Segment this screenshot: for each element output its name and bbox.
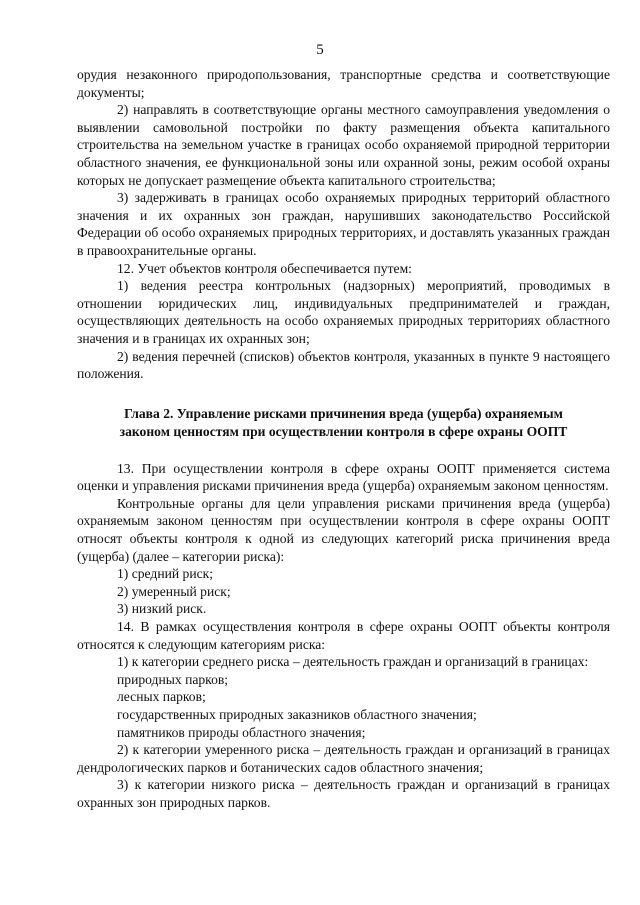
- section-part1: [77, 66, 610, 383]
- paragraph: 13. При осуществлении контроля в сфере охраны ООПТ применяется система оценки и управления рисками причинения вреда (ущерба) охраняемым законом ценностям.: [77, 460, 610, 494]
- section-part2: [77, 460, 610, 812]
- paragraph: 12. Учет объектов контроля обеспечивается путем:: [117, 260, 412, 276]
- paragraph: 14. В рамках осуществления контроля в сфере охраны ООПТ объекты контроля относятся к следующим категориям риска:: [77, 619, 610, 652]
- list-item: природных парков;: [117, 671, 229, 687]
- paragraph: Контрольные органы для цели управления рисками причинения вреда (ущерба) охраняемым законом ценностям при осуществлении контроля в сфере охраны ООПТ относят объекты контроля к одной из следующих категорий риска причинения вреда (ущерба) (далее – категории риска):: [77, 495, 610, 564]
- chapter-heading-line: Глава 2. Управление рисками причинения вреда (ущерба) охраняемым: [124, 405, 563, 421]
- chapter-heading: [77, 405, 610, 441]
- paragraph: 1) к категории среднего риска – деятельность граждан и организаций в границах:: [117, 654, 589, 670]
- list-item: 3) низкий риск.: [117, 601, 207, 617]
- list-item: 2) умеренный риск;: [117, 583, 231, 599]
- paragraph: орудия незаконного природопользования, транспортные средства и соответствующие документы;: [77, 67, 610, 100]
- paragraph: 2) ведения перечней (списков) объектов контроля, указанных в пункте 9 настоящего положения.: [77, 348, 610, 382]
- list-item: 1) средний риск;: [117, 566, 214, 582]
- document-body: [77, 66, 610, 812]
- paragraph: 2) направлять в соответствующие органы местного самоуправления уведомления о выявлении самовольной постройки по факту размещения объекта капитального строительства на земельном участке в границах особо охраняемой природной территории областного значения, ее функциональной зоны или охранной зоны, режим особой охраны которых не допускает размещение объекта капитального строительства;: [77, 102, 610, 188]
- list-item: государственных природных заказников областного значения;: [117, 707, 477, 722]
- list-item: памятников природы областного значения;: [117, 724, 366, 740]
- chapter-heading-line: законом ценностям при осуществлении контроля в сфере охраны ООПТ: [119, 423, 568, 439]
- list-item: лесных парков;: [117, 689, 206, 705]
- paragraph: 3) к категории низкого риска – деятельность граждан и организаций в границах охранных зон природных парков.: [77, 777, 610, 810]
- paragraph: 2) к категории умеренного риска – деятельность граждан и организаций в границах дендрологических парков и ботанических садов областного значения;: [77, 742, 610, 775]
- page-number: 5: [316, 42, 324, 58]
- paragraph: 1) ведения реестра контрольных (надзорных) мероприятий, проводимых в отношении юридических лиц, индивидуальных предпринимателей и граждан, осуществляющих деятельность на особо охраняемых природных территориях областного значения и в границах их охранных зон;: [77, 278, 610, 346]
- paragraph: 3) задерживать в границах особо охраняемых природных территорий областного значения и их охранных зон граждан, нарушивших законодательство Российской Федерации об особо охраняемых природных территориях, и доставлять указанных граждан в правоохранительные органы.: [77, 190, 610, 258]
